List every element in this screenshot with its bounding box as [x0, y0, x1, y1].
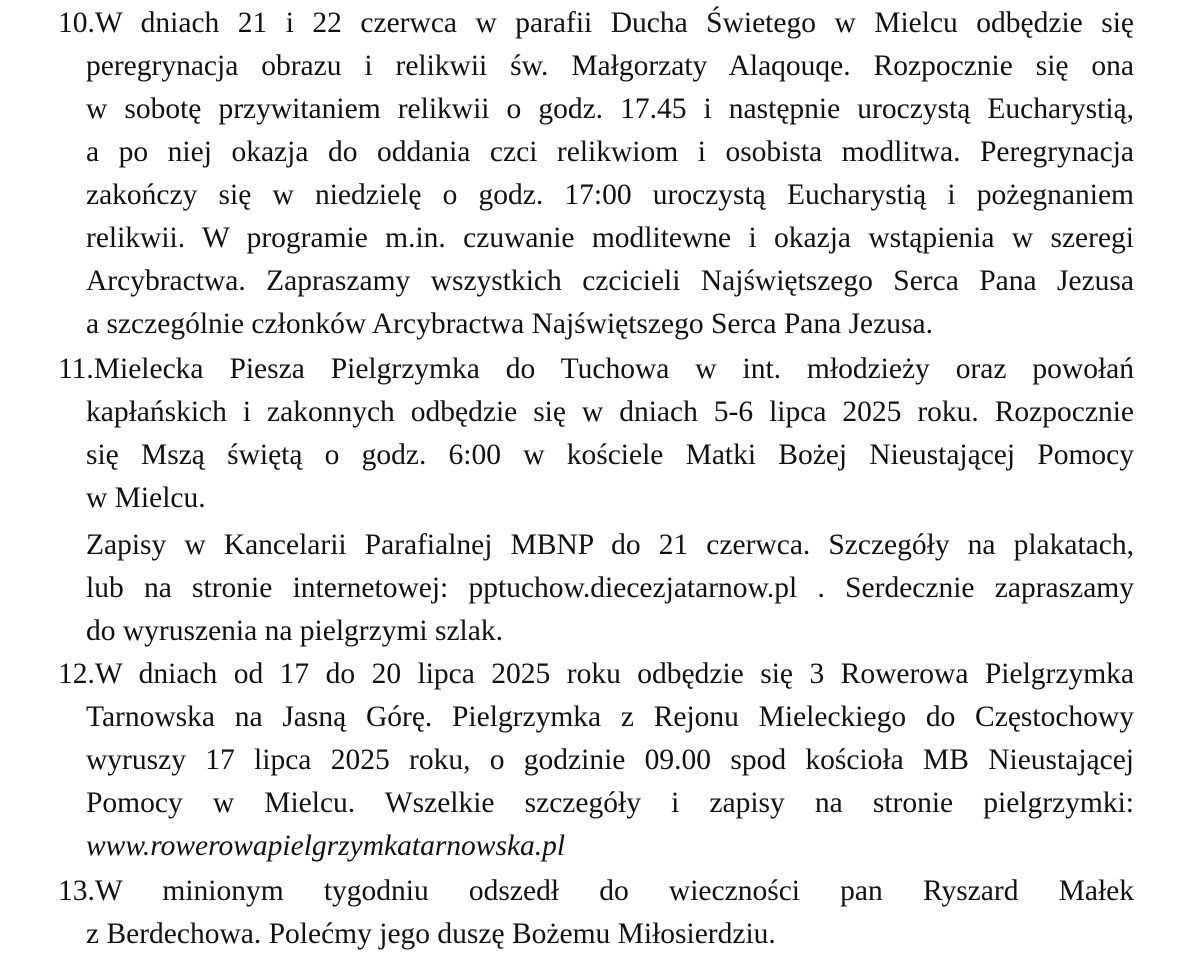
- announcement-13-line-1: 13.W minionym tygodniu odszedł do wieczności pan Ryszard Małek: [58, 875, 1134, 907]
- announcement-12-line-1: 12.W dniach od 17 do 20 lipca 2025 roku odbędzie się 3 Rowerowa Pielgrzymka: [58, 658, 1134, 690]
- announcement-11-extra-line-2: lub na stronie internetowej: pptuchow.diecezjatarnow.pl . Serdecznie zapraszamy: [86, 572, 1134, 604]
- announcement-11-extra-line-1: Zapisy w Kancelarii Parafialnej MBNP do 21 czerwca. Szczegóły na plakatach,: [86, 529, 1134, 561]
- announcement-10-line-7: Arcybractwa. Zapraszamy wszystkich czcicieli Najświętszego Serca Pana Jezusa: [86, 265, 1134, 297]
- announcement-13-line-2: z Berdechowa. Polećmy jego duszę Bożemu Miłosierdziu.: [86, 918, 776, 950]
- announcement-10-line-1: 10.W dniach 21 i 22 czerwca w parafii Ducha Świetego w Mielcu odbędzie się: [58, 7, 1134, 39]
- announcement-10-line-4: a po niej okazja do oddania czci relikwiom i osobista modlitwa. Peregrynacja: [86, 136, 1134, 168]
- announcement-10-line-2: peregrynacja obrazu i relikwii św. Małgorzaty Alaqouqe. Rozpocznie się ona: [86, 50, 1134, 82]
- announcement-10-line-6: relikwii. W programie m.in. czuwanie modlitewne i okazja wstąpienia w szeregi: [86, 222, 1134, 254]
- announcement-10-line-5: zakończy się w niedzielę o godz. 17:00 uroczystą Eucharystią i pożegnaniem: [86, 179, 1134, 211]
- announcement-11-line-1: 11.Mielecka Piesza Pielgrzymka do Tuchowa w int. młodzieży oraz powołań: [58, 353, 1134, 385]
- announcement-11-line-4: w Mielcu.: [86, 482, 206, 514]
- announcement-12-line-4: Pomocy w Mielcu. Wszelkie szczegóły i zapisy na stronie pielgrzymki:: [86, 787, 1134, 819]
- announcement-10-line-8: a szczególnie członków Arcybractwa Najświętszego Serca Pana Jezusa.: [86, 308, 933, 340]
- announcement-10-line-3: w sobotę przywitaniem relikwii o godz. 17.45 i następnie uroczystą Eucharystią,: [86, 93, 1134, 125]
- announcement-11-extra-line-3: do wyruszenia na pielgrzymi szlak.: [86, 615, 503, 647]
- announcement-11-line-3: się Mszą świętą o godz. 6:00 w kościele Matki Bożej Nieustającej Pomocy: [86, 439, 1134, 471]
- announcement-12-line-3: wyruszy 17 lipca 2025 roku, o godzinie 09.00 spod kościoła MB Nieustającej: [86, 744, 1134, 776]
- announcement-11-line-2: kapłańskich i zakonnych odbędzie się w dniach 5-6 lipca 2025 roku. Rozpocznie: [86, 396, 1134, 428]
- announcement-12-line-2: Tarnowska na Jasną Górę. Pielgrzymka z Rejonu Mieleckiego do Częstochowy: [86, 701, 1134, 733]
- pilgrimage-website-link[interactable]: www.rowerowapielgrzymkatarnowska.pl: [86, 830, 566, 862]
